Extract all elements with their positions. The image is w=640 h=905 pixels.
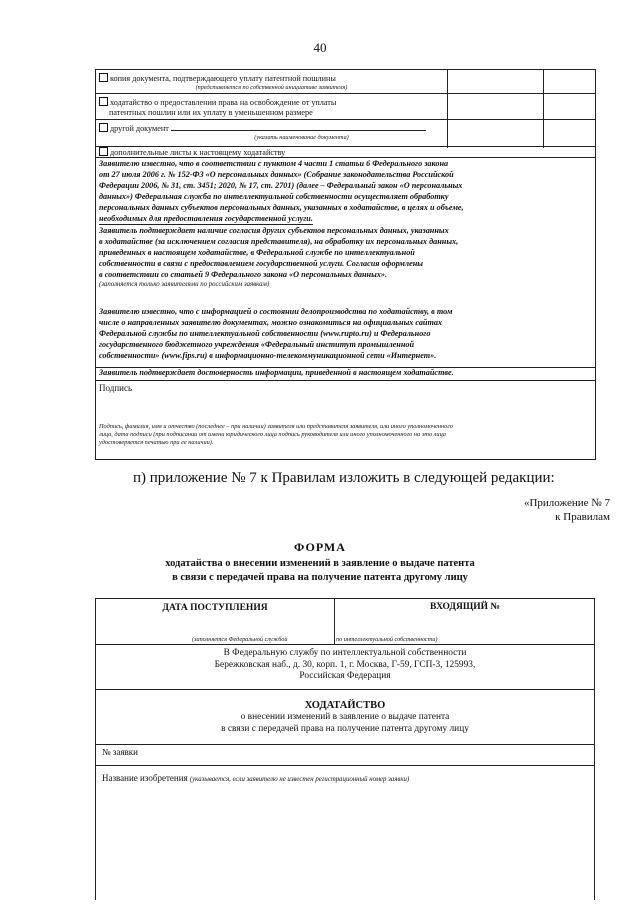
attachments-table [95, 69, 596, 460]
extra-sheets-label: дополнительные листы к настоящему ходатайству [110, 148, 286, 157]
row-other-document [96, 120, 595, 147]
row-fee-petition [96, 94, 595, 120]
application-number-field[interactable] [156, 747, 586, 761]
date-received-header: ДАТА ПОСТУПЛЕНИЯ [162, 603, 268, 613]
form-title: ФОРМА [294, 540, 346, 554]
other-document-hint: (указать наименование документа) [254, 134, 349, 141]
fee-petition-line1: ходатайство о предоставлении права на освобождение от уплаты [110, 98, 337, 107]
consent-block [96, 158, 595, 320]
row-confirmation [96, 368, 595, 381]
copy-document-hint: (представляется по собственной инициативе заявителя) [195, 84, 348, 91]
invention-name-note: (указывается, если заявителю не известен регистрационный номер заявки) [189, 776, 410, 783]
consent-2-note: (заполняется только заявителями по российским заявкам) [99, 280, 270, 288]
copy-document-label: копия документа, подтверждающего уплату патентной пошлины [110, 74, 336, 83]
row-extra-sheets [96, 147, 595, 158]
filled-by-note-left: (заполняется Федеральной службой [192, 636, 288, 643]
form-subtitle: ходатайства о внесении изменений в заявление о выдаче патента в связи с передачей права на получение патента другому лицу [165, 558, 475, 583]
appendix-reference: «Приложение № 7 к Правилам [523, 497, 610, 523]
amendment-clause: п) приложение № 7 к Правилам изложить в следующей редакции: [133, 470, 555, 486]
incoming-number-header: ВХОДЯЩИЙ № [430, 602, 500, 612]
divider [96, 689, 594, 690]
signature-note: Подпись, фамилия, имя и отчество (последнее – при наличии) заявителя или представителя заявителя, или иного уполномоченного лица, дата подписи (при подписании от имени юридического лица подпись руководителя или иного уполномоченного на это лица удостоверяется печатью при ее наличии). [99, 423, 453, 447]
invention-name-row [102, 773, 409, 783]
addressee-block: В Федеральную службу по интеллектуальной собственности Бережковская наб., д. 30, корп. 1, г. Москва, Г-59, ГСП-3, 125993, Российская Федерация [214, 648, 476, 681]
date-received-field[interactable] [100, 615, 330, 637]
divider [96, 765, 594, 766]
petition-form [95, 598, 595, 900]
signature-label: Подпись [99, 383, 133, 393]
consent-paragraph-3: Заявителю известно, что с информацией о состоянии делопроизводства по ходатайству, в том числе о направленных заявителю документах, можно ознакомиться на официальных сайтах Федеральной службы по интеллектуальной собственности (www.rupto.ru) и Федерального государственного бюджетного учреждения «Федеральный институт промышленной собственности» (www.fips.ru) в информационно-телекоммуникационной сети «Интернет». [99, 307, 453, 360]
checkbox-fee-petition[interactable] [99, 97, 108, 106]
confirmation-text: Заявитель подтверждает достоверность информации, приведенной в настоящем ходатайстве. [99, 368, 454, 377]
other-document-input-line[interactable] [171, 130, 426, 131]
divider [96, 744, 594, 745]
consent-block-2 [96, 307, 595, 368]
checkbox-other-document[interactable] [99, 123, 108, 132]
invention-name-label: Название изобретения [102, 773, 188, 783]
consent-paragraph-2: Заявитель подтверждает наличие согласия других субъектов персональных данных, указанных в ходатайстве (за исключением согласия представителя), на обработку их персональных данных, приведенных в настоящем ходатайстве, в Федеральной службе по интеллектуальной собственности в связи с предоставлением государственной услуги. Согласия оформлены в соответствии со статьей 9 Федерального закона «О персональных данных». (заполняется только заявителями по российским заявкам) [99, 226, 592, 289]
incoming-number-field[interactable] [338, 615, 592, 637]
signature-block [96, 381, 595, 461]
invention-name-field[interactable] [102, 789, 590, 889]
checkbox-extra-sheets[interactable] [99, 147, 108, 156]
filled-by-note-right: по интеллектуальной собственности) [336, 636, 438, 643]
other-document-label: другой документ [110, 124, 169, 133]
petition-heading-block: ХОДАТАЙСТВО о внесении изменений в заявление о выдаче патента в связи с передачей права на получение патента другому лицу [96, 699, 594, 735]
page-number: 40 [313, 40, 327, 55]
petition-title: ХОДАТАЙСТВО [304, 700, 386, 711]
row-copy-document [96, 70, 595, 94]
consent-paragraph-1: Заявителю известно, что в соответствии с пунктом 4 части 1 статьи 6 Федерального закона от 27 июля 2006 г. № 152-ФЗ «О персональных данных» (Собрание законодательства Российской Федерации 2006, № 31, ст. 3451; 2020, № 17, ст. 2701) (далее – Федеральный закон «О персональных данных») Федеральная служба по интеллектуальной собственности осуществляет обработку персональных данных субъектов персональных данных, указанных в ходатайстве, в целях и объеме, необходимых для предоставления государственной услуги. [99, 159, 592, 225]
application-number-label: № заявки [102, 747, 138, 757]
fee-petition-line2: патентных пошлин или их уплату в уменьшенном размере [109, 108, 313, 117]
divider [96, 644, 594, 645]
checkbox-copy-document[interactable] [99, 73, 108, 82]
